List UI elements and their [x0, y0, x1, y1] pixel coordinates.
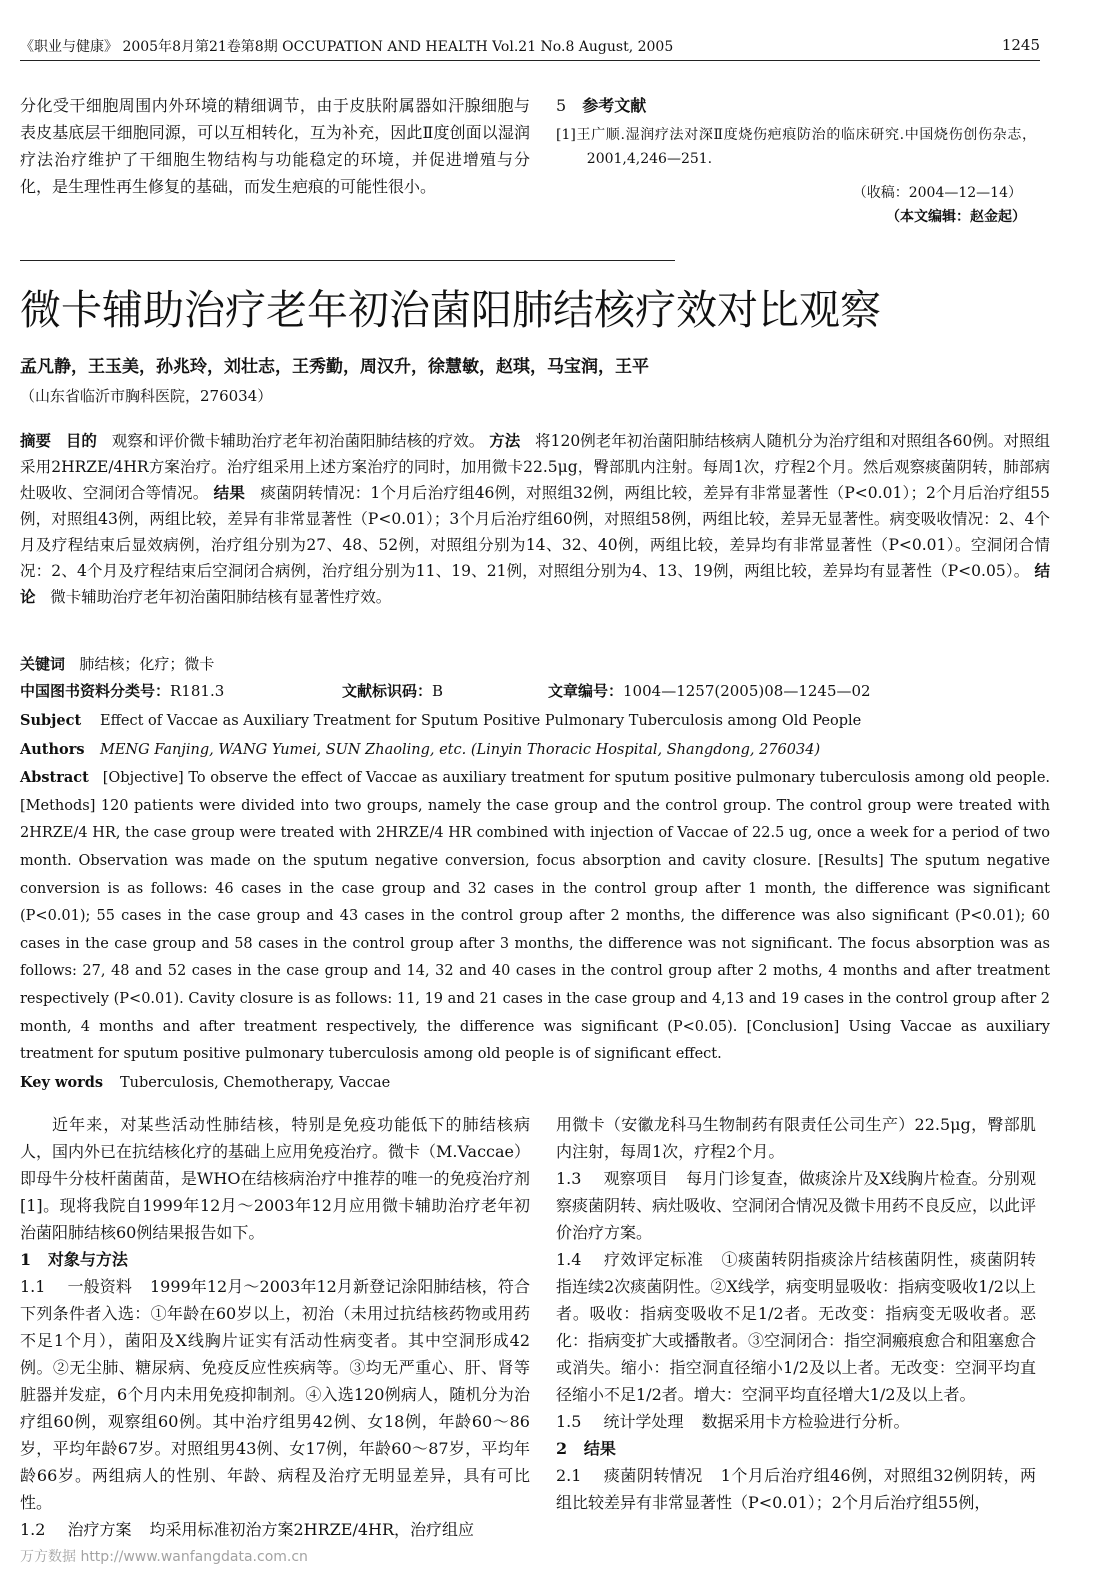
subsection-1-5-name: 统计学处理 — [603, 1412, 684, 1431]
subsection-1-4-number: 1.4 — [556, 1250, 582, 1269]
subsection-1-5-text: 数据采用卡方检验进行分析。 — [701, 1412, 910, 1431]
editor-credit: （本文编辑：赵金起） — [886, 209, 1026, 225]
received-date: （收稿：2004—12—14） — [852, 185, 1022, 201]
subsection-2-1 — [556, 1462, 1036, 1516]
keywords-text: 肺结核；化疗；微卡 — [79, 655, 215, 673]
references-heading — [556, 92, 1036, 119]
reference-item: [1]王广顺.湿润疗法对深Ⅱ度烧伤疤痕防治的临床研究.中国烧伤创伤杂志，2001,4,246—251. — [556, 127, 1036, 167]
section-divider — [20, 260, 675, 261]
english-abstract — [20, 707, 1050, 1097]
subsection-1-3-number: 1.3 — [556, 1169, 582, 1188]
subsection-1-4-name: 疗效评定标准 — [603, 1250, 704, 1269]
author-list: 孟凡静，王玉美，孙兆玲，刘壮志，王秀勤，周汉升，徐慧敏，赵琪，马宝润，王平 — [20, 357, 649, 377]
doc-code-label: 文献标识码： — [342, 682, 433, 700]
subsection-1-2 — [20, 1516, 530, 1543]
section-1-title: 对象与方法 — [47, 1250, 128, 1269]
subsection-1-1-text: 1999年12月～2003年12月新登记涂阳肺结核，符合下列条件者入选：①年龄在60岁以上，初治（未用过抗结核药物或用药不足1个月），菌阳及X线胸片证实有活动性病变者。其中空洞形成42例。②无尘肺、糖尿病、免疫反应性疾病等。③均无严重心、肝、肾等脏器并发症，6个月内未用免疫抑制剂。④入选120例病人，随机分为治疗组60例，观察组60例。其中治疗组男42例、女18例，年龄60～86岁，平均年龄67岁。对照组男43例、女17例，年龄60～87岁，平均年龄66岁。两组病人的性别、年龄、病程及治疗无明显差异，具有可比性。 — [20, 1277, 530, 1512]
results-text: 痰菌阴转情况：1个月后治疗组46例，对照组32例，两组比较，差异有非常显著性（P<0.01）；2个月后治疗组55例，对照组43例，两组比较，差异有非常显著性（P<0.01）；3个月后治疗组60例，对照组58例，两组比较，差异无显著性。病变吸收情况：2、4个月及疗程结束后显效病例，治疗组分别为27、48、52例，对照组分别为14、32、40例，两组比较，差异均有非常显著性（P<0.01）。空洞闭合情况：2、4个月及疗程结束后空洞闭合病例，治疗组分别为11、19、21例，对照组分别为4、13、19例，两组比较，差异均有显著性（P<0.05）。 — [20, 484, 1050, 580]
results-label: 结果 — [213, 483, 246, 502]
article-title: 微卡辅助治疗老年初治菌阳肺结核疗效对比观察 — [20, 286, 881, 334]
subject-label: Subject — [20, 712, 82, 729]
body-column-left — [20, 1111, 530, 1543]
subsection-1-3 — [556, 1165, 1036, 1246]
clc-label: 中国图书资料分类号： — [20, 682, 171, 700]
methods-label: 方法 — [489, 431, 521, 450]
conclusion-label: 结论 — [20, 561, 1050, 606]
abstract-en-label: Abstract — [20, 769, 89, 787]
page-number: 1245 — [1001, 36, 1040, 54]
references-section-number: 5 — [556, 96, 567, 115]
subsection-2-1-name: 痰菌阴转情况 — [603, 1466, 703, 1485]
subsection-1-2-text: 均采用标准初治方案2HRZE/4HR，治疗组应 — [149, 1520, 475, 1539]
subsection-1-1-number: 1.1 — [20, 1277, 46, 1296]
doc-code-value: B — [432, 682, 444, 700]
subsection-1-1-name: 一般资料 — [67, 1277, 132, 1296]
article-number-value: 1004—1257(2005)08—1245—02 — [623, 682, 871, 700]
classification-line — [20, 678, 1050, 704]
keywords-chinese — [20, 651, 214, 677]
affiliation: （山东省临沂市胸科医院，276034） — [20, 387, 273, 405]
subsection-2-1-text: 1个月后治疗组46例，对照组32例阴转，两组比较差异有非常显著性（P<0.01）；2个月后治疗组55例， — [556, 1466, 1036, 1512]
subsection-1-3-text: 每月门诊复查，做痰涂片及X线胸片检查。分别观察痰菌阴转、病灶吸收、空洞闭合情况及微卡用药不良反应，以此评价治疗方案。 — [556, 1169, 1037, 1242]
subsection-1-5 — [556, 1408, 1036, 1435]
abstract-label: 摘要 — [20, 431, 52, 450]
keywords-en-text: Tuberculosis, Chemotherapy, Vaccae — [120, 1074, 391, 1091]
section-2-title: 结果 — [583, 1439, 616, 1458]
subsection-1-3-name: 观察项目 — [603, 1169, 669, 1188]
keywords-en-label: Key words — [20, 1073, 104, 1091]
section-2-number: 2 — [556, 1439, 568, 1458]
subsection-2-1-number: 2.1 — [556, 1466, 582, 1485]
affiliation-en: (Linyin Thoracic Hospital, Shangdong, 276034) — [470, 741, 821, 758]
journal-citation: 《职业与健康》 2005年8月第21卷第8期 OCCUPATION AND HEALTH Vol.21 No.8 August, 2005 — [20, 39, 674, 55]
objective-text: 观察和评价微卡辅助治疗老年初治菌阳肺结核的疗效。 — [111, 432, 485, 450]
subsection-1-5-number: 1.5 — [556, 1412, 582, 1431]
authors-en-text: MENG Fanjing, WANG Yumei, SUN Zhaoling, etc. — [100, 741, 467, 758]
abstract-en-text: [Objective] To observe the effect of Vaccae as auxiliary treatment for sputum positive pulmonary tuberculosis among old people. [Methods] 120 patients were divided into two groups, namely the case group and the control group. The control group were treated with 2HRZE/4 HR, the case group were treated with 2HRZE/4 HR combined with injection of Vaccae of 22.5 ug, once a week for a period of two month. Observation was made on the sputum negative conversion, focus absorption and cavity closure. [Results] The sputum negative conversion is as follows: 46 cases in the case group and 32 cases in the control group after 1 month, the difference was significant (P<0.01); 55 cases in the case group and 43 cases in the control group after 2 months, the difference was also significant (P<0.01); 60 cases in the case group and 58 cases in the control group after 3 months, the difference was not significant. The focus absorption was as follows: 27, 48 and 52 cases in the case group and 14, 32 and 40 cases in the control group after 2 moths, 4 months and after treatment respectively (P<0.01). Cavity closure is as follows: 11, 19 and 21 cases in the case group and 4,13 and 19 cases in the control group after 2 month, 4 months and after treatment respectively, the difference was significant (P<0.05). [Conclusion] Using Vaccae as auxiliary treatment for sputum positive pulmonary tuberculosis among old people is of significant effect. — [20, 770, 1051, 1063]
abstract-chinese — [20, 428, 1050, 610]
subsection-1-2-name: 治疗方案 — [67, 1520, 132, 1539]
section-1-number: 1 — [20, 1250, 32, 1269]
previous-article-tail — [20, 92, 530, 200]
subsection-1-2-continued: 用微卡（安徽龙科马生物制药有限责任公司生产）22.5μg，臀部肌内注射，每周1次，疗程2个月。 — [556, 1115, 1036, 1161]
methods-text: 将120例老年初治菌阳肺结核病人随机分为治疗组和对照组各60例。对照组采用2HRZE/4HR方案治疗。治疗组采用上述方案治疗的同时，加用微卡22.5μg，臀部肌内注射。每周1次，疗程2个月。然后观察痰菌阴转，肺部病灶吸收、空洞闭合等情况。 — [20, 432, 1050, 502]
subsection-1-1 — [20, 1273, 530, 1516]
body-column-right — [556, 1111, 1036, 1516]
authors-en-label: Authors — [20, 740, 85, 758]
watermark: 万方数据 http://www.wanfangdata.com.cn — [20, 1549, 308, 1565]
references-title: 参考文献 — [582, 96, 647, 115]
subject-text: Effect of Vaccae as Auxiliary Treatment for Sputum Positive Pulmonary Tuberculosis among Old People — [100, 713, 862, 729]
subsection-1-2-number: 1.2 — [20, 1520, 46, 1539]
objective-label: 目的 — [65, 431, 97, 450]
conclusion-text: 微卡辅助治疗老年初治菌阳肺结核有显著性疗效。 — [50, 588, 392, 606]
running-head — [20, 36, 1040, 61]
previous-article-text: 分化受干细胞周围内外环境的精细调节，由于皮肤附属器如汗腺细胞与表皮基底层干细胞同源，可以互相转化，互为补充，因此Ⅱ度创面以湿润疗法治疗维护了干细胞生物结构与功能稳定的环境，并促进增殖与分化，是生理性再生修复的基础，而发生疤痕的可能性很小。 — [20, 96, 530, 196]
keywords-label: 关键词 — [20, 655, 66, 673]
introduction-paragraph: 近年来，对某些活动性肺结核，特别是免疫功能低下的肺结核病人，国内外已在抗结核化疗的基础上应用免疫治疗。微卡（M.Vaccae）即母牛分枝杆菌菌苗，是WHO在结核病治疗中推荐的唯一的免疫治疗剂[1]。现将我院自1999年12月～2003年12月应用微卡辅助治疗老年初治菌阳肺结核60例结果报告如下。 — [20, 1115, 531, 1242]
section-1-heading — [20, 1246, 530, 1273]
clc-value: R181.3 — [170, 682, 225, 700]
subsection-1-4 — [556, 1246, 1036, 1408]
article-number-label: 文章编号： — [548, 682, 624, 700]
references-block — [556, 92, 1036, 229]
subsection-1-4-text: ①痰菌转阴指痰涂片结核菌阴性，痰菌阴转指连续2次痰菌阴性。②X线学，病变明显吸收：指病变吸收1/2以上者。吸收：指病变吸收不足1/2者。无改变：指病变无吸收者。恶化：指病变扩大或播散者。③空洞闭合：指空洞瘢痕愈合和阻塞愈合或消失。缩小：指空洞直径缩小1/2及以上者。无改变：空洞平均直径缩小不足1/2者。增大：空洞平均直径增大1/2及以上者。 — [556, 1250, 1037, 1404]
section-2-heading — [556, 1435, 1036, 1462]
